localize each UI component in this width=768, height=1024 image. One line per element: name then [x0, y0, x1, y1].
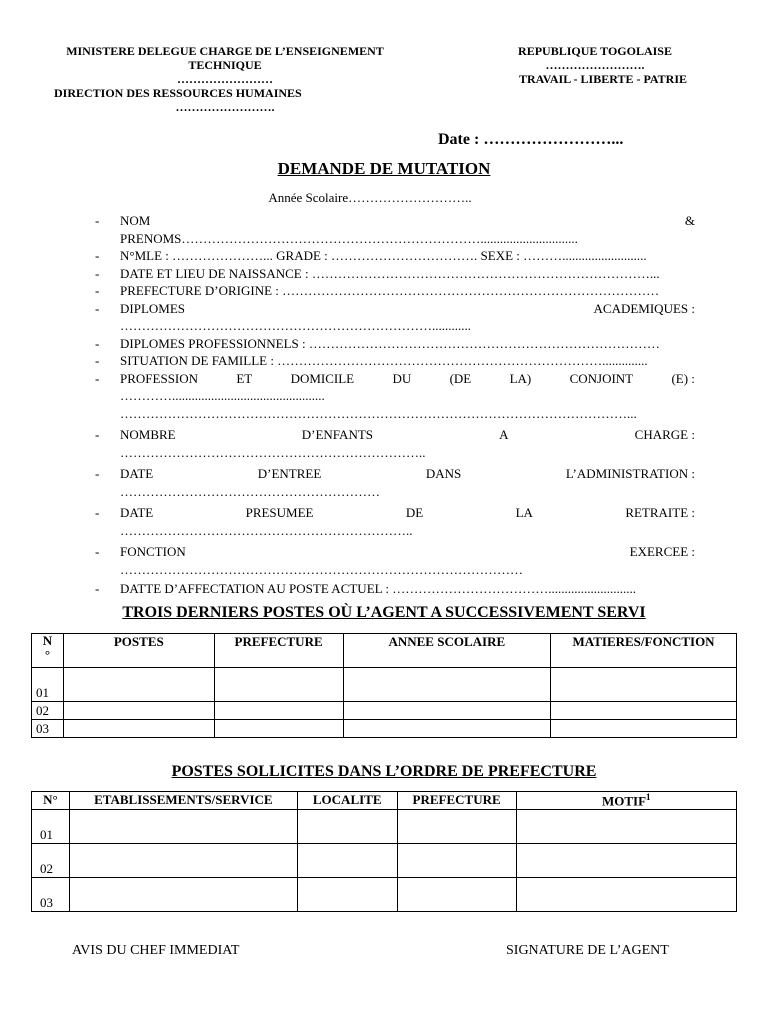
bullet-dash: - — [95, 370, 100, 386]
word: DU — [392, 370, 412, 386]
word: DE — [405, 505, 424, 520]
label-fonction: FONCTION — [120, 544, 186, 559]
table-header-row — [32, 634, 737, 668]
col-header-etablissements: ETABLISSEMENTS/SERVICE — [69, 792, 297, 810]
bullet-dash: - — [95, 213, 100, 228]
label-nom: NOM — [120, 213, 151, 228]
col-header-number: N ° — [32, 634, 64, 668]
entree-dots: …………………………………………………… — [120, 483, 380, 499]
field-line — [120, 504, 695, 522]
table-cell[interactable] — [63, 668, 214, 702]
word: RETRAITE : — [625, 505, 695, 520]
table-cell[interactable] — [214, 668, 343, 702]
bullet-dash: - — [95, 427, 100, 442]
naissance-line: DATE ET LIEU DE NAISSANCE : ……………………………………………………………………... — [120, 265, 660, 281]
table-cell[interactable] — [214, 702, 343, 720]
school-year-field: Année Scolaire……………………….. — [268, 190, 472, 205]
bullet-dash: - — [95, 248, 100, 263]
word: A — [499, 427, 509, 442]
word: CONJOINT — [569, 370, 634, 386]
date-field — [438, 131, 623, 149]
col-header-prefecture: PREFECTURE — [397, 792, 516, 810]
word: DATE — [120, 466, 154, 481]
header-dots: ……………………. — [175, 100, 275, 114]
table-cell[interactable] — [516, 844, 736, 878]
label-diplomes: DIPLOMES — [120, 300, 186, 316]
word: PROFESSION — [120, 370, 199, 386]
field-prefecture-origine — [95, 282, 695, 300]
word: PRESUMEE — [245, 505, 314, 520]
label-exercee: EXERCEE : — [629, 544, 695, 559]
table-cell[interactable] — [397, 844, 516, 878]
retraite-dots: ………………………………………………………….. — [120, 522, 413, 538]
motif-label: MOTIF — [601, 793, 647, 809]
bullet-dash: - — [95, 283, 100, 298]
table-row — [32, 810, 737, 844]
diplomes-dots: ………………………………………………………………............ — [120, 318, 471, 333]
form-fields — [95, 212, 695, 598]
table-cell[interactable] — [551, 668, 737, 702]
ministry-header — [40, 44, 410, 114]
table-cell[interactable] — [551, 702, 737, 720]
field-situation — [95, 352, 695, 370]
field-entree — [95, 465, 695, 483]
header-dots: …………………… — [177, 72, 273, 86]
row-number: 01 — [32, 810, 70, 844]
word: (E) : — [671, 370, 695, 386]
bullet-dash: - — [95, 265, 100, 281]
word: DANS — [425, 466, 462, 481]
word: NOMBRE — [120, 427, 176, 442]
field-naissance — [95, 265, 695, 283]
field-prenoms: PRENOMS…………………………………………………………….............................. — [120, 230, 578, 246]
field-fonction — [95, 543, 695, 561]
word: L’ADMINISTRATION : — [565, 466, 695, 481]
table-cell[interactable] — [397, 878, 516, 912]
field-matricule — [95, 247, 695, 265]
word: (DE — [449, 370, 472, 386]
table-cell[interactable] — [63, 702, 214, 720]
word: DOMICILE — [290, 370, 355, 386]
republic-name: REPUBLIQUE TOGOLAISE — [518, 44, 672, 58]
row-number: 03 — [32, 878, 70, 912]
table-cell[interactable] — [63, 720, 214, 738]
row-number: 01 — [32, 668, 64, 702]
col-header-prefecture: PREFECTURE — [214, 634, 343, 668]
page-title: DEMANDE DE MUTATION — [277, 159, 491, 178]
label-academiques: ACADEMIQUES : — [593, 300, 695, 316]
bullet-dash: - — [95, 505, 100, 520]
field-line — [120, 426, 695, 444]
bullet-dash: - — [95, 300, 100, 316]
field-enfants — [95, 426, 695, 444]
table-cell[interactable] — [69, 878, 297, 912]
field-line — [120, 300, 695, 318]
enfants-dots: …………………………………………………………….. — [120, 444, 426, 460]
col-header-matieres: MATIERES/FONCTION — [551, 634, 737, 668]
table-cell[interactable] — [343, 668, 551, 702]
table-cell[interactable] — [343, 702, 551, 720]
col-header-annee: ANNEE SCOLAIRE — [343, 634, 551, 668]
col-header-number: N° — [32, 792, 70, 810]
table-cell[interactable] — [343, 720, 551, 738]
agent-signature-label: SIGNATURE DE L’AGENT — [506, 943, 669, 958]
word: DATE — [120, 505, 154, 520]
word: LA) — [509, 370, 532, 386]
requested-posts-title: POSTES SOLLICITES DANS L’ORDRE DE PREFECTURE — [171, 763, 597, 780]
republic-motto: TRAVAIL - LIBERTE - PATRIE — [518, 72, 688, 86]
table-cell[interactable] — [297, 810, 397, 844]
requested-posts-table — [31, 791, 737, 912]
chef-opinion-label: AVIS DU CHEF IMMEDIAT — [72, 943, 240, 958]
bullet-dash: - — [95, 353, 100, 368]
republic-header — [470, 44, 720, 86]
row-number: 03 — [32, 720, 64, 738]
prefecture-line: PREFECTURE D’ORIGINE : …………………………………………………………………………… — [120, 283, 660, 298]
word: LA — [515, 505, 533, 520]
header-dots: ……………………. — [545, 58, 645, 72]
table-cell[interactable] — [516, 878, 736, 912]
row-number: 02 — [32, 702, 64, 720]
table-cell[interactable] — [551, 720, 737, 738]
previous-posts-title: TROIS DERNIERS POSTES OÙ L’AGENT A SUCCESSIVEMENT SERVI — [122, 604, 646, 621]
previous-posts-table — [31, 633, 737, 738]
profession-dots: …………............................................... — [120, 388, 325, 403]
field-line — [120, 212, 695, 230]
table-row — [32, 702, 737, 720]
word: D’ENFANTS — [301, 427, 374, 442]
footnote-mark: 1 — [646, 792, 651, 802]
field-diplomes-pro — [95, 335, 695, 353]
table-cell[interactable] — [214, 720, 343, 738]
table-row — [32, 878, 737, 912]
table-row — [32, 668, 737, 702]
direction-name: DIRECTION DES RESSOURCES HUMAINES — [54, 86, 302, 100]
label-ampersand: & — [684, 213, 695, 228]
bullet-dash: - — [95, 581, 100, 596]
field-line — [120, 543, 695, 561]
col-header-localite: LOCALITE — [297, 792, 397, 810]
col-header-motif — [516, 792, 736, 810]
table-cell[interactable] — [69, 810, 297, 844]
matricule-line: N°MLE : …………………... GRADE : ……………………………. SEXE : ……….......................... — [120, 248, 647, 263]
field-retraite — [95, 504, 695, 522]
field-nom — [95, 212, 695, 230]
row-number: 02 — [32, 844, 70, 878]
field-profession — [95, 370, 695, 388]
bullet-dash: - — [95, 466, 100, 481]
word: D’ENTREE — [257, 466, 322, 481]
bullet-dash: - — [95, 544, 100, 559]
table-cell[interactable] — [69, 844, 297, 878]
bullet-dash: - — [95, 335, 100, 351]
ministry-name: MINISTERE DELEGUE CHARGE DE L’ENSEIGNEMENT — [66, 44, 384, 58]
field-line — [120, 370, 695, 388]
affectation-line: DATTE D’AFFECTATION AU POSTE ACTUEL : ………………………………........................... — [120, 581, 636, 596]
table-cell[interactable] — [297, 878, 397, 912]
table-cell[interactable] — [397, 810, 516, 844]
table-cell[interactable] — [297, 844, 397, 878]
table-row — [32, 720, 737, 738]
table-header-row — [32, 792, 737, 810]
field-affectation — [95, 580, 695, 598]
ministry-name-cont: TECHNIQUE — [188, 58, 262, 72]
date-value: ……………………... — [483, 131, 624, 148]
field-diplomes — [95, 300, 695, 318]
profession-dots: ………………………………………………………………………………………………………... — [120, 405, 637, 421]
situation-line: SITUATION DE FAMILLE : ………………………………………………………………….............. — [120, 353, 648, 368]
date-label: Date : — [438, 131, 480, 148]
table-row — [32, 844, 737, 878]
field-line — [120, 465, 695, 483]
fonction-dots: ………………………………………………………………………………… — [120, 561, 523, 577]
word: ET — [236, 370, 253, 386]
word: CHARGE : — [634, 427, 695, 442]
diplomes-pro-line: DIPLOMES PROFESSIONNELS : ……………………………………………………………………… — [120, 335, 660, 351]
col-header-postes: POSTES — [63, 634, 214, 668]
table-cell[interactable] — [516, 810, 736, 844]
